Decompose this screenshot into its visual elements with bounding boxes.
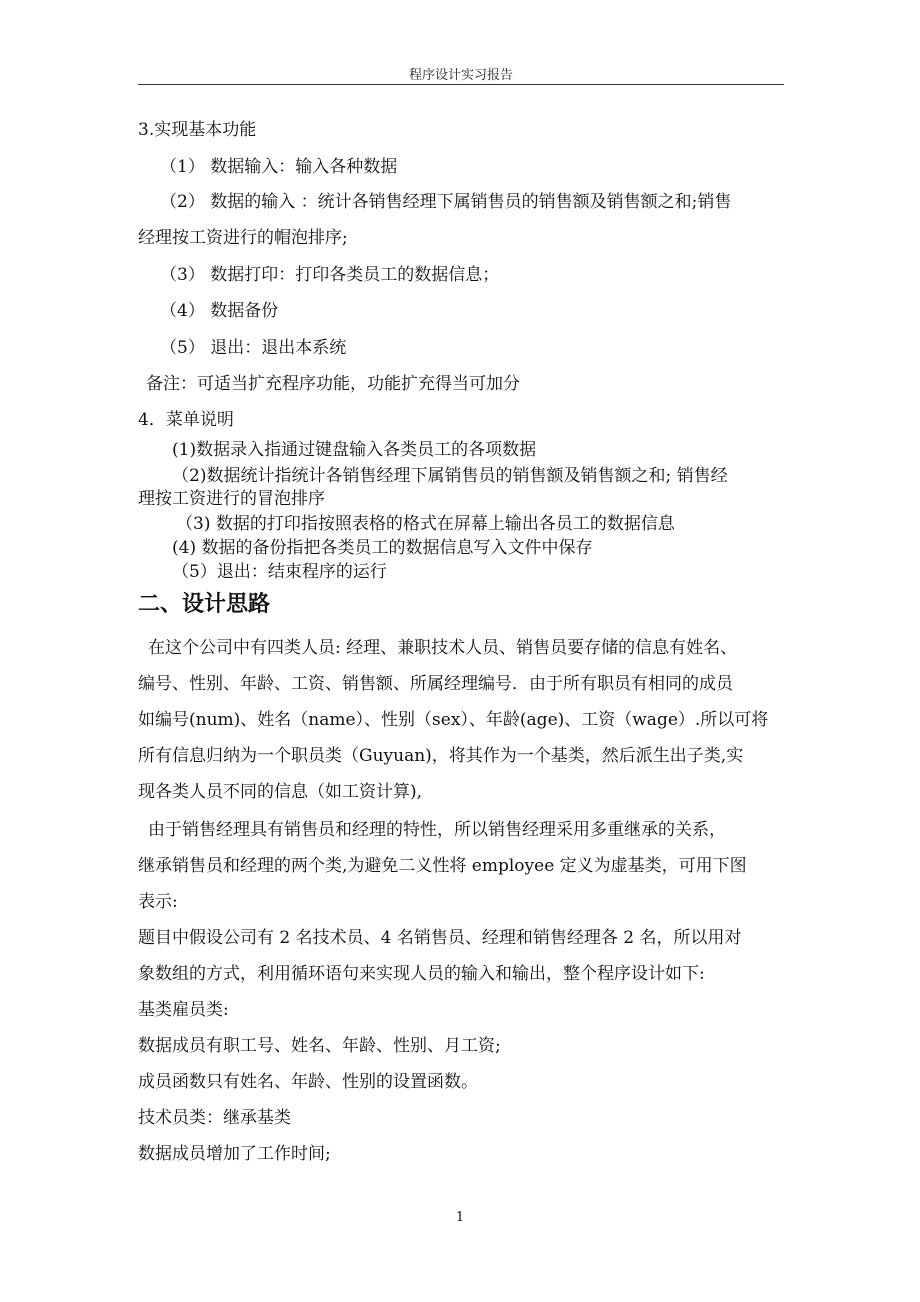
page-number: 1 <box>455 1210 465 1225</box>
design-paragraph-line: 现各类人员不同的信息（如工资计算), <box>138 782 423 802</box>
function-item-statistics-cont: 经理按工资进行的帽泡排序; <box>138 228 348 248</box>
design-paragraph-line: 成员函数只有姓名、年龄、性别的设置函数。 <box>138 1072 478 1092</box>
function-item-exit: （5） 退出：退出本系统 <box>160 338 347 358</box>
design-paragraph-line: 数据成员增加了工作时间; <box>138 1144 331 1164</box>
menu-item-entry: (1)数据录入指通过键盘输入各类员工的各项数据 <box>172 440 537 460</box>
design-paragraph-line: 表示: <box>138 892 178 912</box>
design-paragraph-line: 象数组的方式，利用循环语句来实现人员的输入和输出，整个程序设计如下: <box>138 964 705 984</box>
design-paragraph-line: 如编号(num)、姓名（name）、性别（sex）、年龄(age)、工资（wage）.所以可将 <box>138 710 769 730</box>
design-section-title: 二、设计思路 <box>138 592 271 617</box>
design-paragraph-line: 技术员类：继承基类 <box>138 1108 291 1128</box>
design-paragraph-line: 数据成员有职工号、姓名、年龄、性别、月工资; <box>138 1036 501 1056</box>
menu-heading: 4．菜单说明 <box>138 410 234 430</box>
function-item-backup: （4） 数据备份 <box>160 301 279 321</box>
design-paragraph-line: 基类雇员类: <box>138 1000 229 1020</box>
basic-functions-heading: 3.实现基本功能 <box>138 120 257 140</box>
function-item-statistics: （2） 数据的输入 ：统计各销售经理下属销售员的销售额及销售额之和;销售 <box>160 192 732 212</box>
function-item-print: （3） 数据打印：打印各类员工的数据信息； <box>160 265 500 285</box>
menu-item-backup: (4) 数据的备份指把各类员工的数据信息写入文件中保存 <box>172 538 593 558</box>
remark-note: 备注：可适当扩充程序功能，功能扩充得当可加分 <box>146 374 520 394</box>
design-paragraph-line: 由于销售经理具有销售员和经理的特性，所以销售经理采用多重继承的关系， <box>148 820 726 840</box>
header-divider <box>138 84 784 85</box>
page-header-title: 程序设计实习报告 <box>408 68 513 83</box>
design-paragraph-line: 继承销售员和经理的两个类,为避免二义性将 employee 定义为虚基类，可用下图 <box>138 856 747 876</box>
menu-item-statistics-cont: 理按工资进行的冒泡排序 <box>138 489 325 509</box>
design-paragraph-line: 编号、性别、年龄、工资、销售额、所属经理编号．由于所有职员有相同的成员 <box>138 674 733 694</box>
design-paragraph-line: 所有信息归纳为一个职员类（Guyuan)，将其作为一个基类，然后派生出子类,实 <box>138 746 744 766</box>
design-paragraph-line: 在这个公司中有四类人员: 经理、兼职技术人员、销售员要存储的信息有姓名、 <box>148 638 738 658</box>
menu-item-statistics: （2)数据统计指统计各销售经理下属销售员的销售额及销售额之和; 销售经 <box>172 466 728 486</box>
design-paragraph-line: 题目中假设公司有 2 名技术员、4 名销售员、经理和销售经理各 2 名，所以用对 <box>138 928 742 948</box>
menu-item-print: （3) 数据的打印指按照表格的格式在屏幕上输出各员工的数据信息 <box>176 514 675 534</box>
menu-item-exit: （5）退出：结束程序的运行 <box>172 562 387 582</box>
function-item-input: （1） 数据输入：输入各种数据 <box>160 157 398 177</box>
